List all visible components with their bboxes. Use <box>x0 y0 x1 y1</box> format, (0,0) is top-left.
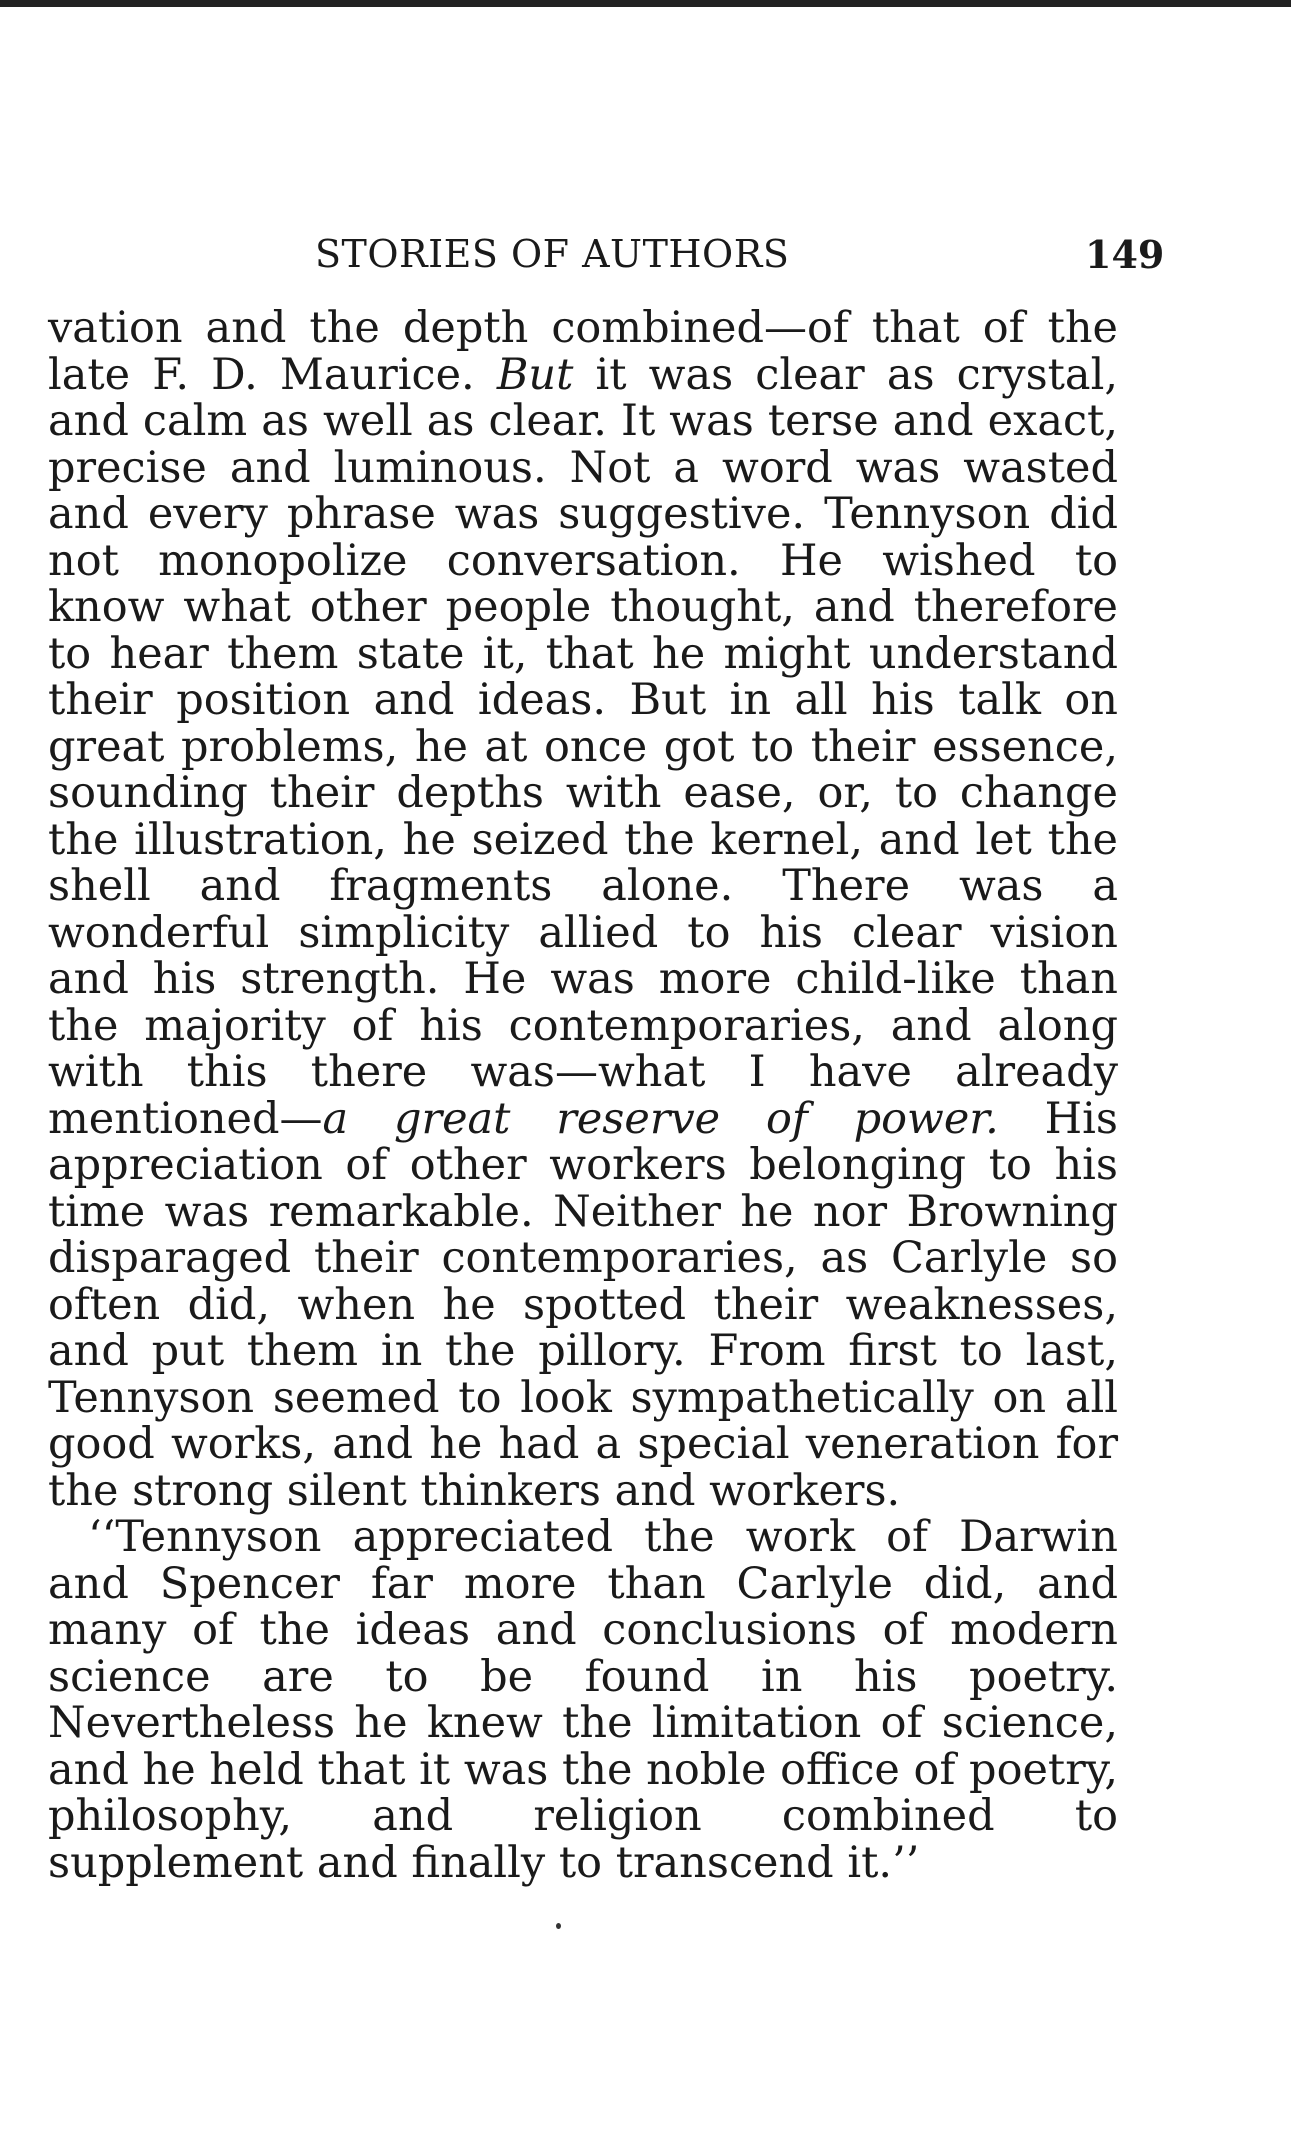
body-text <box>48 305 1118 1886</box>
running-title: STORIES OF AUTHORS <box>315 232 790 276</box>
running-header <box>0 232 1291 280</box>
page-number: 149 <box>1085 232 1165 277</box>
text-run: it was clear as crystal, and calm as well as clear. It was terse and exact, precise and luminous. Not a word was wasted and every phrase was suggestive. Tennyson did not monopolize conversation. He wished to know what other people thought, and therefore to hear them state it, that he might understand their position and ideas. But in all his talk on great problems, he at once got to their essence, sounding their depths with ease, or, to change the illustration, he seized the kernel, and let the shell and fragments alone. There was a wonderful simplicity allied to his clear vision and his strength. He was more child-like than the majority of his contemporaries, and along with this there was—what I have already mentioned— <box>48 349 1118 1144</box>
paragraph-1 <box>48 305 1118 1514</box>
ink-speck <box>556 1923 561 1929</box>
text-run: His appreciation of other workers belonging to his time was remarkable. Neither he nor Browning disparaged their contemporaries, as Carlyle so often did, when he spotted their weaknesses, and put them in the pillory. From first to last, Tennyson seemed to look sympathetically on all good works, and he had a special veneration for the strong silent thinkers and workers. <box>48 1093 1118 1516</box>
paragraph-2: ‘‘Tennyson appreciated the work of Darwin and Spencer far more than Carlyle did, and many of the ideas and conclusions of modern science are to be found in his poetry. Nevertheless he knew the limitation of science, and he held that it was the noble office of poetry, philosophy, and religion combined to supplement and finally to transcend it.’’ <box>48 1512 1118 1888</box>
italic-run: a great reserve of power. <box>322 1093 999 1144</box>
text-run: vation and the depth combined—of that of the late F. D. Maurice. <box>48 303 1118 400</box>
italic-run: But <box>496 349 574 400</box>
top-edge-rule <box>0 0 1291 7</box>
